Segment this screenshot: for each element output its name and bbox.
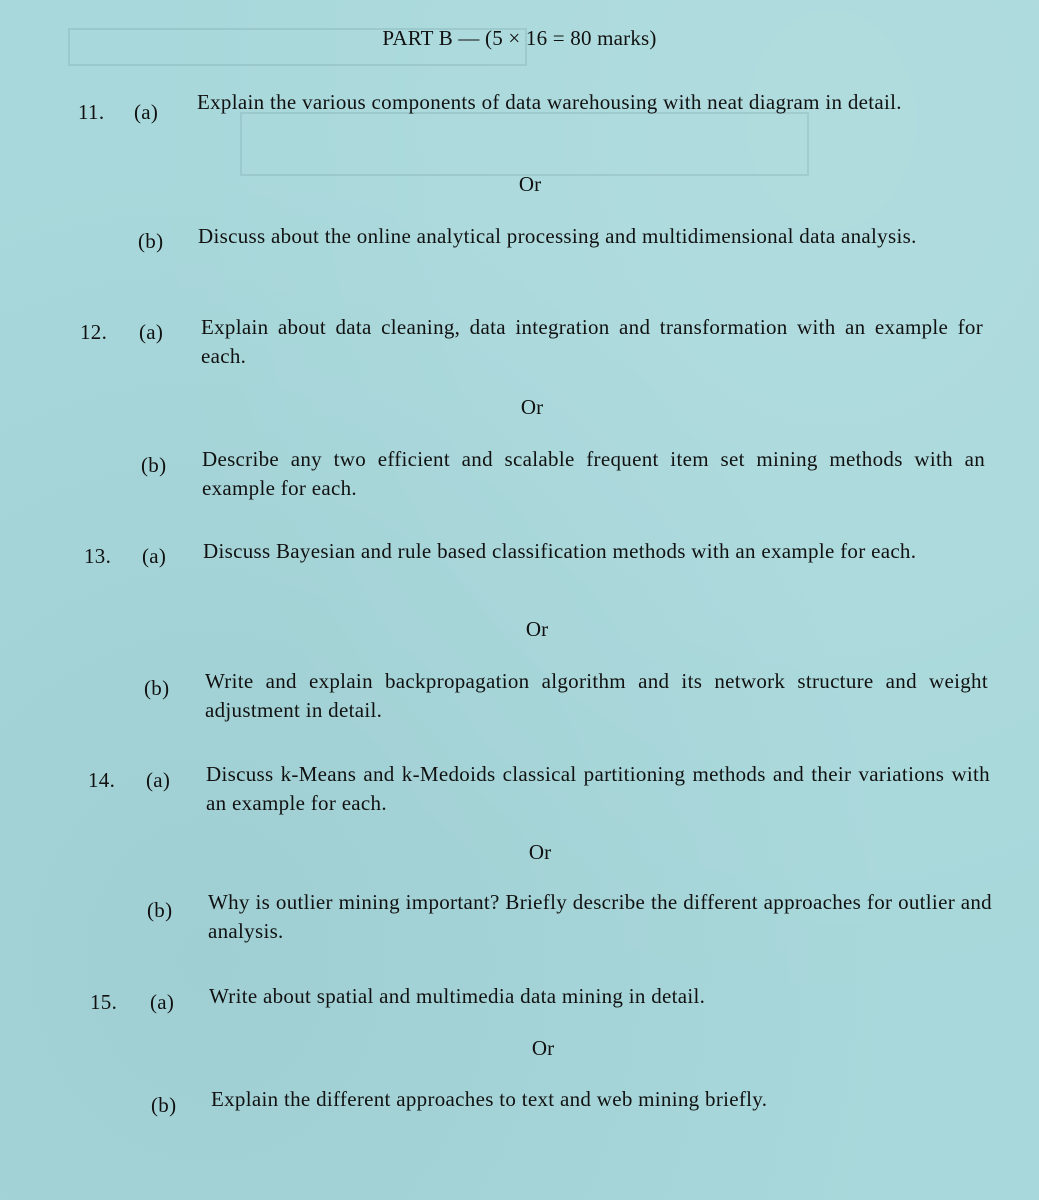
question-text: Discuss Bayesian and rule based classification methods with an example for each. — [203, 539, 917, 563]
question-text: Describe any two efficient and scalable frequent item set mining methods with an example for each. — [202, 447, 985, 500]
question-text: Explain the various components of data warehousing with neat diagram in detail. — [197, 90, 902, 114]
question-text: Discuss k-Means and k-Medoids classical partitioning methods and their variations with an example for each. — [206, 762, 990, 815]
question-text: Write about spatial and multimedia data mining in detail. — [209, 984, 706, 1008]
or-separator: Or — [518, 172, 542, 196]
question-text: Why is outlier mining important? Briefly describe the different approaches for outlier and analysis. — [208, 890, 992, 943]
part-a-label: (a) — [142, 544, 167, 568]
question-text: Explain the different approaches to text and web mining briefly. — [211, 1087, 768, 1111]
part-a-label: (a) — [146, 768, 171, 792]
question-number: 11. — [78, 100, 105, 124]
question-number: 15. — [90, 990, 118, 1014]
question-text: Discuss about the online analytical processing and multidimensional data analysis. — [198, 224, 917, 248]
part-b-label: (b) — [141, 453, 167, 477]
or-separator: Or — [528, 840, 552, 864]
part-b-label: (b) — [144, 676, 170, 700]
part-a-label: (a) — [150, 990, 175, 1014]
question-number: 12. — [80, 320, 108, 344]
or-separator: Or — [525, 617, 549, 641]
part-a-label: (a) — [134, 100, 159, 124]
show-through-box — [240, 112, 809, 176]
part-a-label: (a) — [139, 320, 164, 344]
question-text: Explain about data cleaning, data integration and transformation with an example for each. — [201, 315, 983, 368]
part-b-heading: PART B — (5 × 16 = 80 marks) — [382, 26, 657, 50]
question-number: 14. — [88, 768, 116, 792]
question-number: 13. — [84, 544, 112, 568]
question-text: Write and explain backpropagation algorithm and its network structure and weight adjustment in detail. — [205, 669, 988, 722]
or-separator: Or — [520, 395, 544, 419]
part-b-label: (b) — [151, 1093, 177, 1117]
part-b-label: (b) — [147, 898, 173, 922]
or-separator: Or — [531, 1036, 555, 1060]
part-b-label: (b) — [138, 229, 164, 253]
